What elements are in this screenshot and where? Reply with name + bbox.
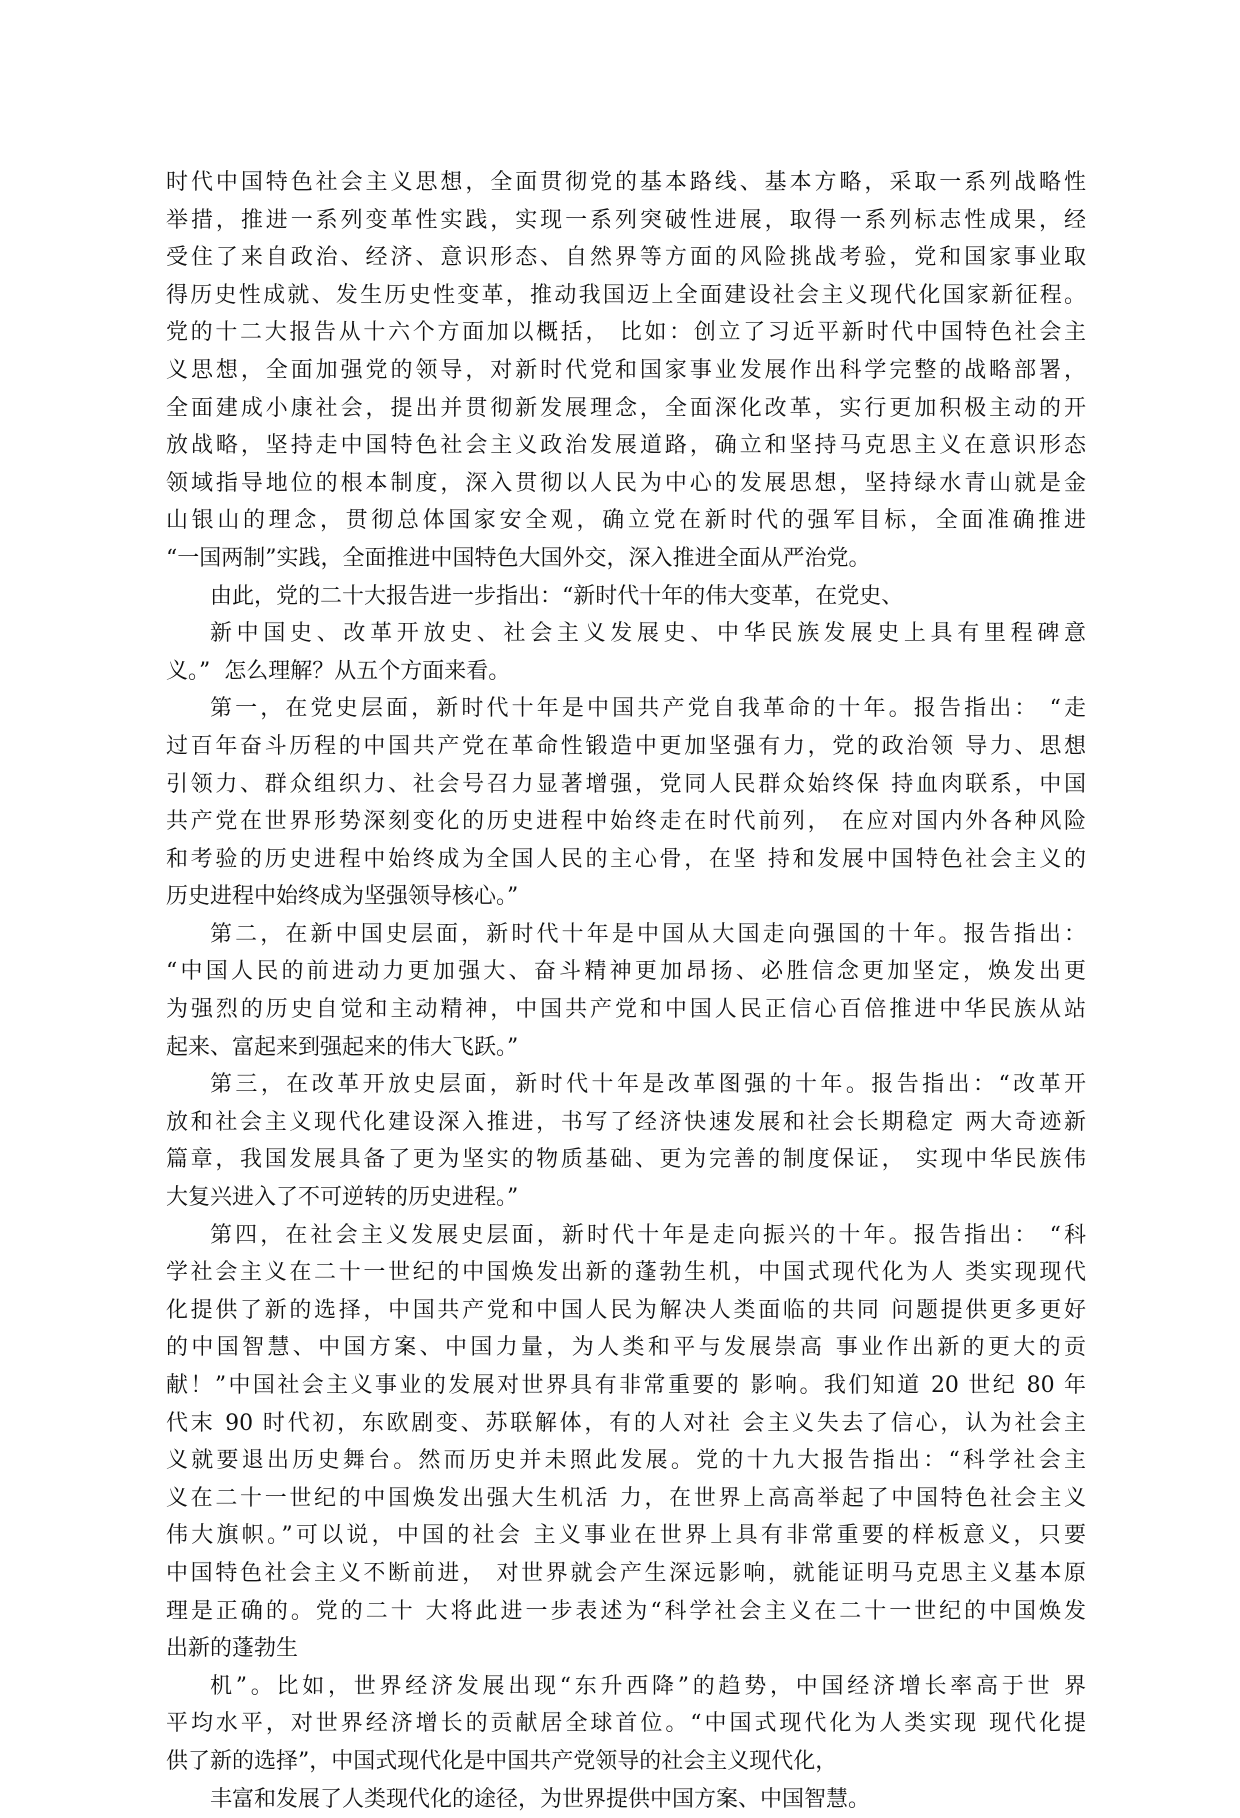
text-line: 由此，党的二十大报告进一步指出：“新时代十年的伟大变革，在党史、 — [210, 583, 904, 609]
text-line: 平均水平，对世界经济增长的贡献居全球首位。“中国式现代化为人类实现 现代化提 — [166, 1711, 1086, 1737]
text-line: 机”。比如，世界经济发展出现“东升西降”的趋势，中国经济增长率高于世 界 — [210, 1673, 1086, 1699]
text-line: 过百年奋斗历程的中国共产党在革命性锻造中更加坚强有力，党的政治领 导力、思想 — [166, 733, 1086, 759]
text-line: 第二，在新中国史层面，新时代十年是中国从大国走向强国的十年。报告指出： — [210, 921, 1086, 947]
text-line: 的中国智慧、中国方案、中国力量，为人类和平与发展崇高 事业作出新的更大的贡 — [166, 1335, 1086, 1361]
text-line: 义在二十一世纪的中国焕发出强大生机活 力，在世界上高高举起了中国特色社会主义 — [166, 1485, 1086, 1511]
text-line: 为强烈的历史自觉和主动精神，中国共产党和中国人民正信心百倍推进中华民族从站 — [166, 997, 1086, 1023]
text-line: 时代中国特色社会主义思想，全面贯彻党的基本路线、基本方略，采取一系列战略性 — [166, 170, 1086, 195]
text-line: 代末 90 时代初，东欧剧变、苏联解体，有的人对社 会主义失去了信心，认为社会主 — [166, 1410, 1086, 1436]
text-line: 献！”中国社会主义事业的发展对世界具有非常重要的 影响。我们知道 20 世纪 80 年 — [166, 1373, 1086, 1398]
text-line: 受住了来自政治、经济、意识形态、自然界等方面的风险挑战考验，党和国家事业取 — [166, 245, 1086, 271]
text-line: 引领力、群众组织力、社会号召力显著增强，党同人民群众始终保 持血肉联系，中国 — [166, 771, 1086, 797]
text-line: 化提供了新的选择，中国共产党和中国人民为解决人类面临的共同 问题提供更多更好 — [166, 1297, 1086, 1323]
text-line: 中国特色社会主义不断前进， 对世界就会产生深远影响，就能证明马克思主义基本原 — [166, 1560, 1086, 1586]
text-line: 领域指导地位的根本制度，深入贯彻以人民为中心的发展思想，坚持绿水青山就是金 — [166, 470, 1086, 496]
text-line: 历史进程中始终成为坚强领导核心。” — [166, 884, 519, 910]
text-line: 全面建成小康社会，提出并贯彻新发展理念，全面深化改革，实行更加积极主动的开 — [166, 395, 1086, 421]
text-line: 山银山的理念，贯彻总体国家安全观，确立党在新时代的强军目标，全面准确推进 — [166, 508, 1086, 534]
text-line: 起来、富起来到强起来的伟大飞跃。” — [166, 1034, 519, 1060]
body-text — [166, 164, 1086, 1818]
text-line: “一国两制”实践，全面推进中国特色大国外交，深入推进全面从严治党。 — [166, 545, 871, 571]
text-line: 出新的蓬勃生 — [166, 1636, 299, 1662]
text-line: 得历史性成就、发生历史性变革，推动我国迈上全面建设社会主义现代化国家新征程。 — [166, 282, 1086, 308]
text-line: 篇章，我国发展具备了更为坚实的物质基础、更为完善的制度保证， 实现中华民族伟 — [166, 1147, 1086, 1173]
text-line: 供了新的选择”，中国式现代化是中国共产党领导的社会主义现代化， — [166, 1748, 838, 1774]
text-line: 举措，推进一系列变革性实践，实现一系列突破性进展，取得一系列标志性成果，经 — [166, 207, 1086, 233]
text-line: 党的十二大报告从十六个方面加以概括， 比如：创立了习近平新时代中国特色社会主 — [166, 320, 1086, 346]
text-line: 学社会主义在二十一世纪的中国焕发出新的蓬勃生机，中国式现代化为人 类实现现代 — [166, 1260, 1086, 1286]
text-line: 伟大旗帜。”可以说，中国的社会 主义事业在世界上具有非常重要的样板意义，只要 — [166, 1523, 1086, 1549]
text-line: “中国人民的前进动力更加强大、奋斗精神更加昂扬、必胜信念更加坚定，焕发出更 — [166, 959, 1086, 985]
text-line: 大复兴进入了不可逆转的历史进程。” — [166, 1185, 519, 1211]
text-line: 放和社会主义现代化建设深入推进，书写了经济快速发展和社会长期稳定 两大奇迹新 — [166, 1109, 1086, 1135]
text-line: 义。” 怎么理解？从五个方面来看。 — [166, 658, 511, 684]
text-line: 放战略，坚持走中国特色社会主义政治发展道路，确立和坚持马克思主义在意识形态 — [166, 433, 1086, 459]
text-line: 共产党在世界形势深刻变化的历史进程中始终走在时代前列， 在应对国内外各种风险 — [166, 809, 1086, 835]
text-line: 第四，在社会主义发展史层面，新时代十年是走向振兴的十年。报告指出： “科 — [210, 1222, 1086, 1248]
text-line: 新中国史、改革开放史、社会主义发展史、中华民族发展史上具有里程碑意 — [210, 621, 1086, 647]
text-line: 理是正确的。党的二十 大将此进一步表述为“科学社会主义在二十一世纪的中国焕发 — [166, 1598, 1086, 1624]
text-line: 丰富和发展了人类现代化的途径，为世界提供中国方案、中国智慧。 — [210, 1786, 871, 1812]
text-line: 义就要退出历史舞台。然而历史并未照此发展。党的十九大报告指出：“科学社会主 — [166, 1448, 1086, 1474]
text-line: 第三，在改革开放史层面，新时代十年是改革图强的十年。报告指出：“改革开 — [210, 1072, 1086, 1098]
text-line: 义思想，全面加强党的领导，对新时代党和国家事业发展作出科学完整的战略部署， — [166, 357, 1086, 383]
text-line: 第一，在党史层面，新时代十年是中国共产党自我革命的十年。报告指出： “走 — [210, 696, 1086, 722]
text-line: 和考验的历史进程中始终成为全国人民的主心骨，在坚 持和发展中国特色社会主义的 — [166, 846, 1086, 872]
